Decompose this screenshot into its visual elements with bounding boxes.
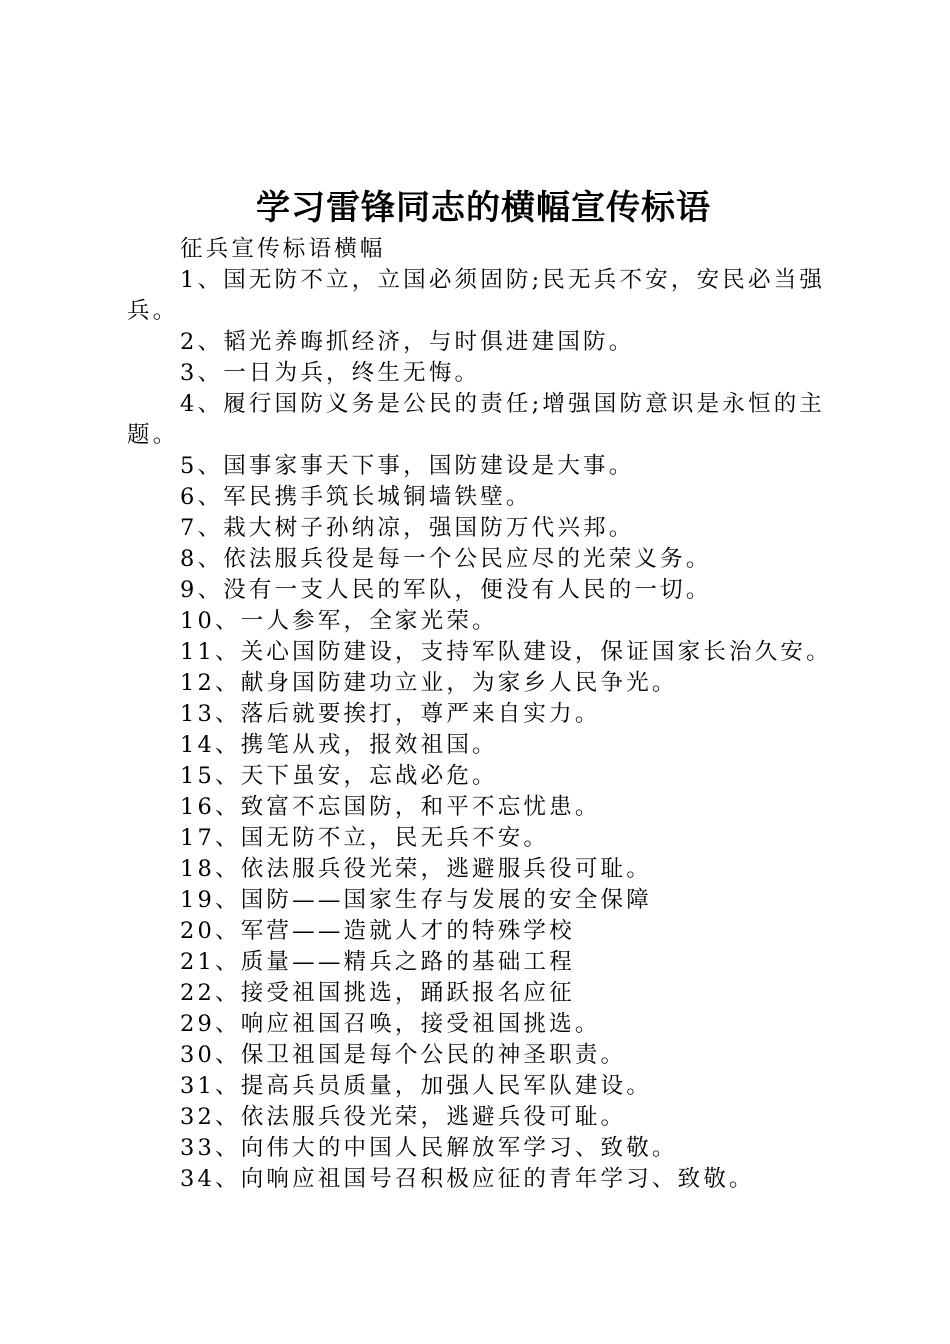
slogan-item: 12、献身国防建功立业，为家乡人民争光。 [180, 670, 678, 696]
slogan-item: 4、履行国防义务是公民的责任;增强国防意识是永恒的主题。 [127, 391, 826, 448]
slogan-item: 19、国防——国家生存与发展的安全保障 [180, 887, 652, 913]
document-body [127, 234, 832, 1195]
slogan-item: 10、一人参军，全家光荣。 [180, 608, 498, 634]
slogan-item: 9、没有一支人民的军队，便没有人民的一切。 [180, 577, 712, 603]
slogan-item: 7、栽大树子孙纳凉，强国防万代兴邦。 [180, 515, 635, 541]
slogan-item: 17、国无防不立，民无兵不安。 [180, 825, 550, 851]
slogan-item: 21、质量——精兵之路的基础工程 [180, 949, 575, 975]
slogan-item: 11、关心国防建设，支持军队建设，保证国家长治久安。 [180, 639, 832, 665]
slogan-item: 16、致富不忘国防，和平不忘忧患。 [180, 794, 601, 820]
slogan-item: 22、接受祖国挑选，踊跃报名应征 [180, 980, 575, 1006]
slogan-item: 15、天下虽安，忘战必危。 [180, 763, 498, 789]
slogan-item: 14、携笔从戎，报效祖国。 [180, 732, 498, 758]
slogan-item: 8、依法服兵役是每一个公民应尽的光荣义务。 [180, 546, 712, 572]
slogan-item: 33、向伟大的中国人民解放军学习、致敬。 [180, 1135, 678, 1161]
slogan-item: 34、向响应祖国号召积极应征的青年学习、致敬。 [180, 1166, 755, 1192]
slogan-item: 18、依法服兵役光荣，逃避服兵役可耻。 [180, 856, 652, 882]
document-title: 学习雷锋同志的横幅宣传标语 [256, 188, 711, 228]
slogan-item: 29、响应祖国召唤，接受祖国挑选。 [180, 1011, 601, 1037]
slogan-item: 13、落后就要挨打，尊严来自实力。 [180, 701, 601, 727]
slogan-item: 31、提高兵员质量，加强人民军队建设。 [180, 1073, 652, 1099]
slogan-item: 30、保卫祖国是每个公民的神圣职责。 [180, 1042, 627, 1068]
slogan-item: 3、一日为兵，终生无悔。 [180, 360, 481, 386]
slogan-item: 1、国无防不立，立国必须固防;民无兵不安，安民必当强兵。 [127, 267, 826, 324]
slogan-item: 2、韬光养晦抓经济，与时俱进建国防。 [180, 329, 635, 355]
slogan-item: 32、依法服兵役光荣，逃避兵役可耻。 [180, 1104, 627, 1130]
paragraph-heading: 征兵宣传标语横幅 [180, 236, 386, 262]
slogan-item: 6、军民携手筑长城铜墙铁壁。 [180, 484, 532, 510]
slogan-item: 20、军营——造就人才的特殊学校 [180, 918, 575, 944]
slogan-item: 5、国事家事天下事，国防建设是大事。 [180, 453, 635, 479]
